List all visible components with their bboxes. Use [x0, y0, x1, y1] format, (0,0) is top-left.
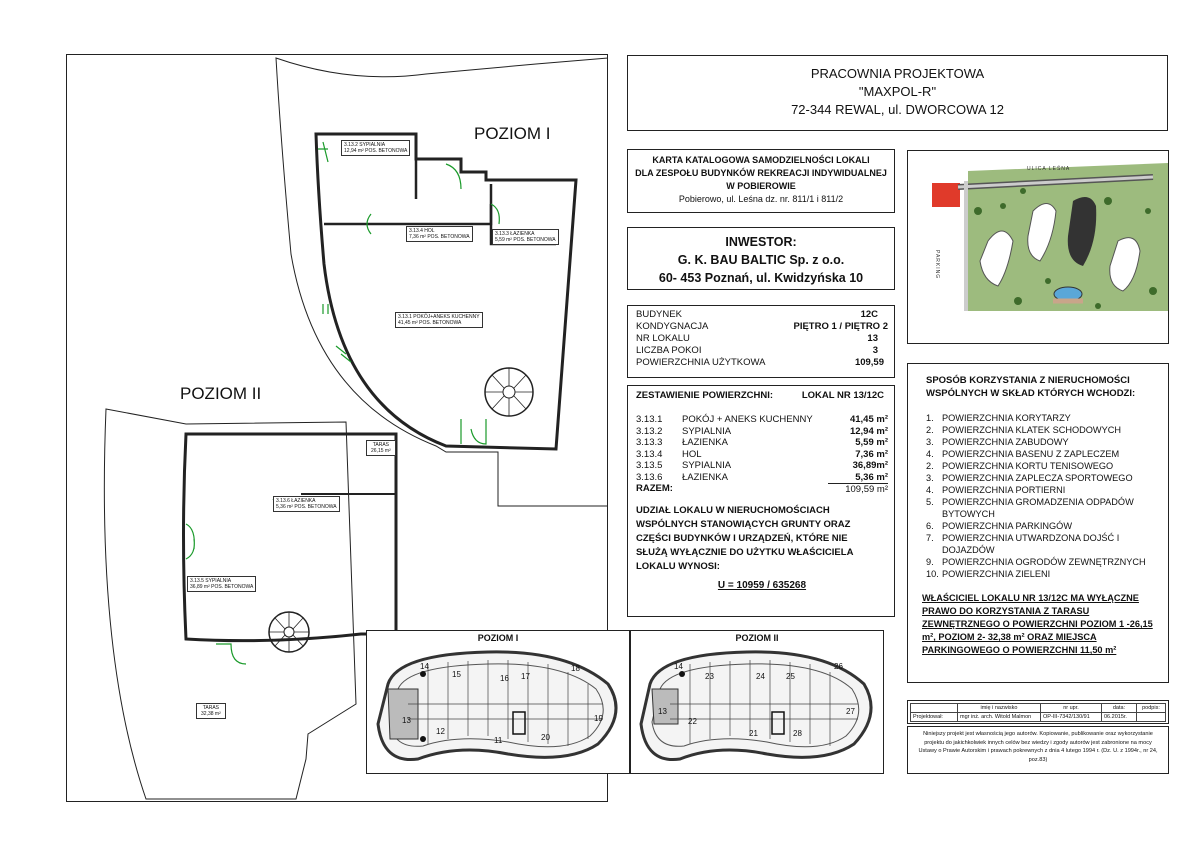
investor-box: [627, 227, 895, 290]
keyplan-level1-room-15: 15: [452, 670, 461, 679]
usage-item: 10. POWIERZCHNIA ZIELENI: [926, 569, 1051, 579]
surface-row: 3.13.4 HOL 7,36 m²: [636, 448, 888, 460]
usage-item: 7. POWIERZCHNIA UTWARDZONA DOJŚĆ I DOJAZDÓW: [926, 533, 1120, 555]
card-line3: W POBIEROWIE: [726, 181, 796, 191]
spiral-stair-level1: [485, 368, 533, 416]
sig-header-name: imię i nazwisko: [958, 704, 1041, 713]
room-tag-3-13-4: 3.13.4 HOL 7,36 m² POS. BETONOWA: [406, 226, 473, 242]
keyplan-level2-label: POZIOM II: [735, 633, 779, 643]
keyplan-level2-room-27: 27: [846, 707, 855, 716]
usage-title: SPOSÓB KORZYSTANIA Z NIERUCHOMOŚCI WSPÓLNYCH W SKŁAD KTÓRYCH WCHODZI:: [926, 375, 1136, 399]
card-box: [627, 149, 895, 213]
room-tag-3-13-1: 3.13.1 POKÓJ+ANEKS KUCHENNY 41,45 m² POS. BETONOWA: [395, 312, 483, 328]
keyplan-level1-room-17: 17: [521, 672, 530, 681]
keyplan-level2-room-25: 25: [786, 672, 795, 681]
surfaces-title: ZESTAWIENIE POWIERZCHNI: LOKAL NR 13/12C: [636, 390, 884, 401]
keyplan-level2-room-14: 14: [674, 662, 683, 671]
site-plan-drawing: [908, 151, 1168, 343]
usage-item: 1. POWIERZCHNIA KORYTARZY: [926, 413, 1071, 423]
surfaces-box: [627, 385, 895, 617]
investor-name: G. K. BAU BALTIC Sp. z o.o.: [677, 253, 845, 267]
site-street-left: PARKING: [934, 250, 940, 280]
sig-license: OP-III-7342/130/91: [1041, 713, 1102, 722]
sig-header-date: data:: [1102, 704, 1137, 713]
keyplan-level2-room-28: 28: [793, 729, 802, 738]
building-row: POWIERZCHNIA UŻYTKOWA 109,59: [636, 357, 884, 368]
usage-item: 2. POWIERZCHNIA KORTU TENISOWEGO: [926, 461, 1114, 471]
surface-total: RAZEM: 109,59 m²: [636, 483, 888, 495]
sig-sign-cell: [1137, 713, 1166, 722]
keyplan-level1-label: POZIOM I: [477, 633, 519, 643]
spiral-stair-level2: [269, 612, 309, 652]
share-value: U = 10959 / 635268: [717, 579, 807, 591]
copyright-box: Niniejszy projekt jest własnością jego autorów. Kopiowanie, publikowanie oraz wykorzystanie projektu do jakichkolwiek innych celów bez wiedzy i zgody autorów jest zabronione na mocy Ustawy o Prawie Autorskim i prawach pokrewnych z dnia 4 lutego 1994 r. (Dz. U. z 1994r., nr 24, poz.83): [907, 726, 1169, 774]
keyplan-level1-room-20: 20: [541, 733, 550, 742]
keyplan-level2-drawing: [632, 644, 882, 772]
keyplan-level1-room-14: 14: [420, 662, 429, 671]
terrace1-tag: TARAS 26,15 m²: [366, 440, 396, 456]
site-street-top: ULICA LEŚNA: [1027, 166, 1071, 172]
keyplan-level1-drawing: [368, 644, 628, 772]
keyplan-level2-room-22: 22: [688, 717, 697, 726]
level1-label: POZIOM I: [474, 124, 551, 143]
investor-address: 60- 453 Poznań, ul. Kwidzyńska 10: [658, 271, 864, 285]
header-line3: 72-344 REWAL, ul. DWORCOWA 12: [791, 102, 1004, 117]
card-line1: KARTA KATALOGOWA SAMODZIELNOŚCI LOKALI: [652, 155, 870, 165]
investor-title: INWESTOR:: [725, 235, 797, 249]
sig-date: 06.2015r.: [1102, 713, 1137, 722]
level2-walls: [184, 434, 397, 641]
keyplan-level2-room-24: 24: [756, 672, 765, 681]
owner-text: WŁAŚCICIEL LOKALU NR 13/12C MA WYŁĄCZNE PRAWO DO KORZYSTANIA Z TARASU ZEWNĘTRZNEGO O POWIERZCHNI POZIOM 1 -26,15 m², POZIOM 2- 32,38 m² ORAZ MIEJSCA PARKINGOWEGO O POWIERZCHNI 11,50 m²: [922, 593, 1153, 655]
sig-role: Projektował:: [911, 713, 958, 722]
level2-outline: [104, 409, 356, 799]
header-line2: "MAXPOL-R": [858, 84, 937, 99]
usage-item: 5. POWIERZCHNIA GROMADZENIA ODPADÓW BYTOWYCH: [926, 497, 1134, 519]
level2-label: POZIOM II: [180, 384, 262, 403]
sig-header-nr: nr upr.: [1041, 704, 1102, 713]
usage-item: 9. POWIERZCHNIA OGRODÓW ZEWNĘTRZNYCH: [926, 557, 1146, 567]
room-tag-3-13-3: 3.13.3 ŁAZIENKA 5,59 m² POS. BETONOWA: [492, 229, 559, 245]
signature-table: [910, 703, 1166, 722]
surface-row: 3.13.5 SYPIALNIA 36,89m²: [636, 460, 888, 471]
surface-row: 3.13.6 ŁAZIENKA 5,36 m²: [636, 471, 888, 483]
building-box: [627, 305, 895, 378]
keyplan-level1-room-16: 16: [500, 674, 509, 683]
usage-item: 3. POWIERZCHNIA ZAPLECZA SPORTOWEGO: [926, 473, 1133, 483]
room-tag-3-13-2: 3.13.2 SYPIALNIA 12,94 m² POS. BETONOWA: [341, 140, 410, 156]
room-tag-3-13-5: 3.13.5 SYPIALNIA 36,89 m² POS. BETONOWA: [187, 576, 256, 592]
keyplan-level1-room-13: 13: [402, 716, 411, 725]
keyplan-level2-room-26: 26: [834, 662, 843, 671]
surface-row: 3.13.2 SYPIALNIA 12,94 m²: [636, 425, 888, 437]
header-line1: PRACOWNIA PROJEKTOWA: [810, 66, 985, 81]
keyplan-level1-room-11: 11: [494, 736, 503, 745]
card-line4: Pobierowo, ul. Leśna dz. nr. 811/1 i 811/2: [678, 194, 844, 204]
keyplan-level1-room-12: 12: [436, 727, 445, 736]
usage-item: 4. POWIERZCHNIA PORTIERNI: [926, 485, 1066, 495]
usage-item: 2. POWIERZCHNIA KLATEK SCHODOWYCH: [926, 425, 1122, 435]
room-tag-3-13-6: 3.13.6 ŁAZIENKA 5,36 m² POS. BETONOWA: [273, 496, 340, 512]
keyplan-level1-room-19: 19: [594, 714, 603, 723]
sig-header-sign: podpis:: [1137, 704, 1166, 713]
keyplan-level2-room-13: 13: [658, 707, 667, 716]
share-text: UDZIAŁ LOKALU W NIERUCHOMOŚCIACH WSPÓLNYCH STANOWIĄCYCH GRUNTY ORAZ CZĘŚCI BUDYNKÓW I URZĄDZEŃ, KTÓRE NIE SŁUŻĄ WYŁĄCZNIE DO UŻYTKU WŁAŚCICIELA LOKALU WYNOSI:: [636, 504, 854, 572]
sig-person: mgr inż. arch. Witold Malmon: [958, 713, 1041, 722]
building-row: NR LOKALU 13: [636, 333, 878, 344]
usage-item: 4. POWIERZCHNIA BASENU Z ZAPLECZEM: [926, 449, 1120, 459]
building-row: BUDYNEK 12C: [636, 309, 878, 320]
keyplan-level1-room-18: 18: [571, 664, 580, 673]
usage-list: [926, 412, 1160, 580]
building-row: KONDYGNACJA PIĘTRO 1 / PIĘTRO 2: [636, 321, 888, 332]
usage-item: 6. POWIERZCHNIA PARKINGÓW: [926, 521, 1072, 531]
card-line2: DLA ZESPOŁU BUDYNKÓW REKREACJI INDYWIDUALNEJ: [635, 168, 887, 178]
terrace2-tag: TARAS 32,38 m²: [196, 703, 226, 719]
surface-row: 3.13.1 POKÓJ + ANEKS KUCHENNY 41,45 m²: [636, 414, 888, 425]
level1-walls: [316, 134, 576, 449]
surface-row: 3.13.3 ŁAZIENKA 5,59 m²: [636, 437, 888, 448]
building-row: LICZBA POKOI 3: [636, 345, 878, 356]
header-box: [627, 55, 1168, 131]
keyplan-level2-room-23: 23: [705, 672, 714, 681]
usage-item: 3. POWIERZCHNIA ZABUDOWY: [926, 437, 1069, 447]
usage-box: [907, 363, 1169, 683]
signature-box: [907, 700, 1169, 724]
keyplan-level2-room-21: 21: [749, 729, 758, 738]
